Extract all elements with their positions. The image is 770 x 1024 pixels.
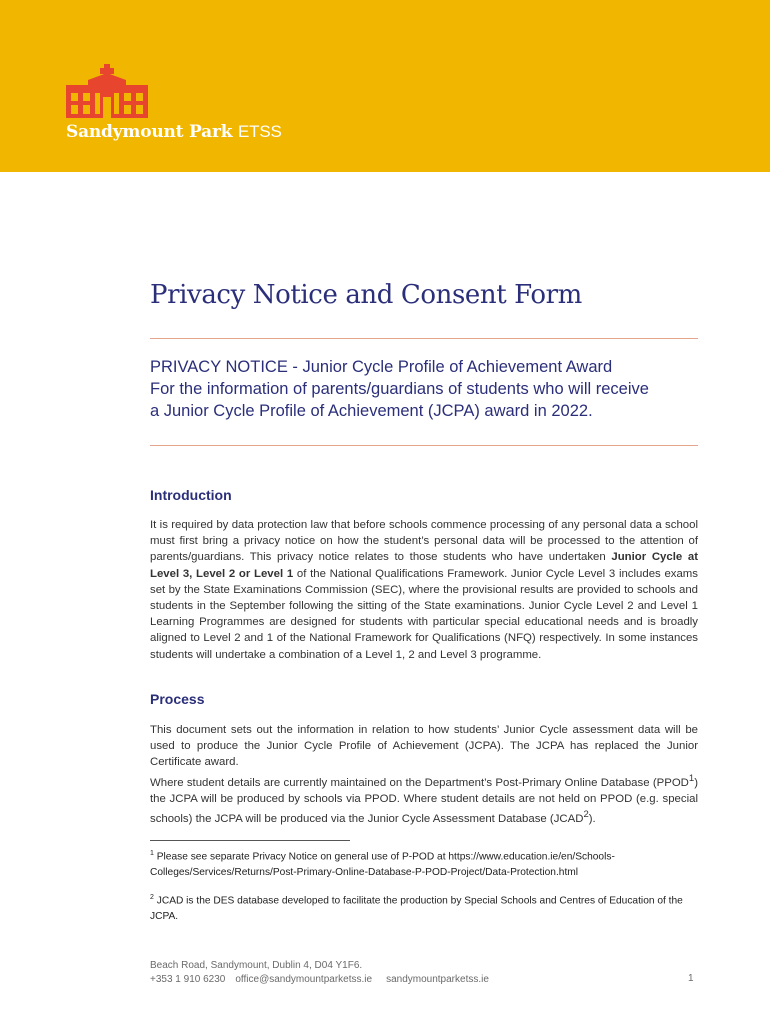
title-divider	[150, 338, 698, 339]
intro-text-part: of the National Qualifications Framework. Junior Cycle Level 3 includes exams set by the State Examinations Commission (SEC), where the provisional results are provided to schools and students in the September following the sitting of the State examinations. Junior Cycle Level 2 and Level 1 Learning Programmes are designed for students with particular special educational needs and is broadly aligned to Level 2 and 1 of the National Framework for Qualifications (NFQ) respectively. In some instances students will undertake a combination of a Level 1, 2 and Level 3 programme.	[150, 567, 698, 661]
subtitle-divider	[150, 445, 698, 446]
footer-contacts	[150, 973, 489, 987]
school-building-icon	[66, 64, 148, 118]
process-text-part: ) the JCPA will be produced by schools via PPOD. Where student details are not held on PPOD (e.g. special schools) the JCPA will be produced via the Junior Cycle Assessment Database (JCAD	[150, 776, 698, 825]
process-paragraph-1: This document sets out the information in relation to how students’ Junior Cycle assessment data will be used to produce the Junior Cycle Profile of Achievement (JCPA). The JCPA has replaced the Junior Certificate award.	[150, 724, 698, 769]
process-text-part: Where student details are currently maintained on the Department’s Post-Primary Online Database (PPOD	[150, 776, 689, 789]
process-heading: Process	[150, 691, 205, 707]
page-footer	[150, 959, 489, 987]
footnote-ref-2[interactable]: 2	[583, 809, 589, 821]
footer-website[interactable]: sandymountparketss.ie	[386, 974, 489, 985]
footnote-1	[150, 846, 698, 881]
intro-text-part: It is required by data protection law that before schools commence processing of any personal data a school must first bring a privacy notice on how the student’s personal data will be processed to the attention of parents/guardians. This privacy notice relates to those students who have undertaken	[150, 519, 698, 564]
footnote-marker: 1	[150, 850, 154, 857]
introduction-paragraph	[150, 517, 698, 663]
page-title: Privacy Notice and Consent Form	[150, 280, 582, 310]
footer-phone[interactable]: +353 1 910 6230	[150, 974, 226, 985]
footer-email[interactable]: office@sandymountparketss.ie	[235, 974, 373, 985]
logo-name: Sandymount Park	[66, 122, 233, 142]
footer-address: Beach Road, Sandymount, Dublin 4, D04 Y1F6.	[150, 960, 363, 971]
process-paragraph-2	[150, 771, 698, 827]
footnote-marker: 2	[150, 894, 154, 901]
subtitle-line-1: PRIVACY NOTICE - Junior Cycle Profile of Achievement Award	[150, 358, 613, 376]
logo-suffix: ETSS	[238, 122, 282, 141]
subtitle-line-2: For the information of parents/guardians of students who will receive	[150, 380, 649, 398]
footnote-2	[150, 890, 698, 925]
notice-subtitle	[150, 356, 710, 422]
footnote-divider	[150, 840, 350, 841]
subtitle-line-3: a Junior Cycle Profile of Achievement (JCPA) award in 2022.	[150, 402, 593, 420]
process-text-part: ).	[588, 813, 596, 825]
header-banner	[0, 0, 770, 172]
intro-bold-text: Junior Cycle at Level 3, Level 2 or Level 1	[150, 551, 698, 580]
introduction-heading: Introduction	[150, 487, 232, 503]
school-logo-text	[66, 122, 282, 142]
page-number: 1	[688, 973, 694, 984]
footnote-text: JCAD is the DES database developed to facilitate the production by Special Schools and Centres of Education of the JCPA.	[150, 895, 683, 923]
footnote-ref-1[interactable]: 1	[688, 773, 695, 784]
footnote-text: Please see separate Privacy Notice on general use of P-POD at https://www.education.ie/en/Schools-Colleges/Services/Returns/Post-Primary-Online-Database-P-POD-Project/Data-Protection.html	[150, 851, 615, 879]
